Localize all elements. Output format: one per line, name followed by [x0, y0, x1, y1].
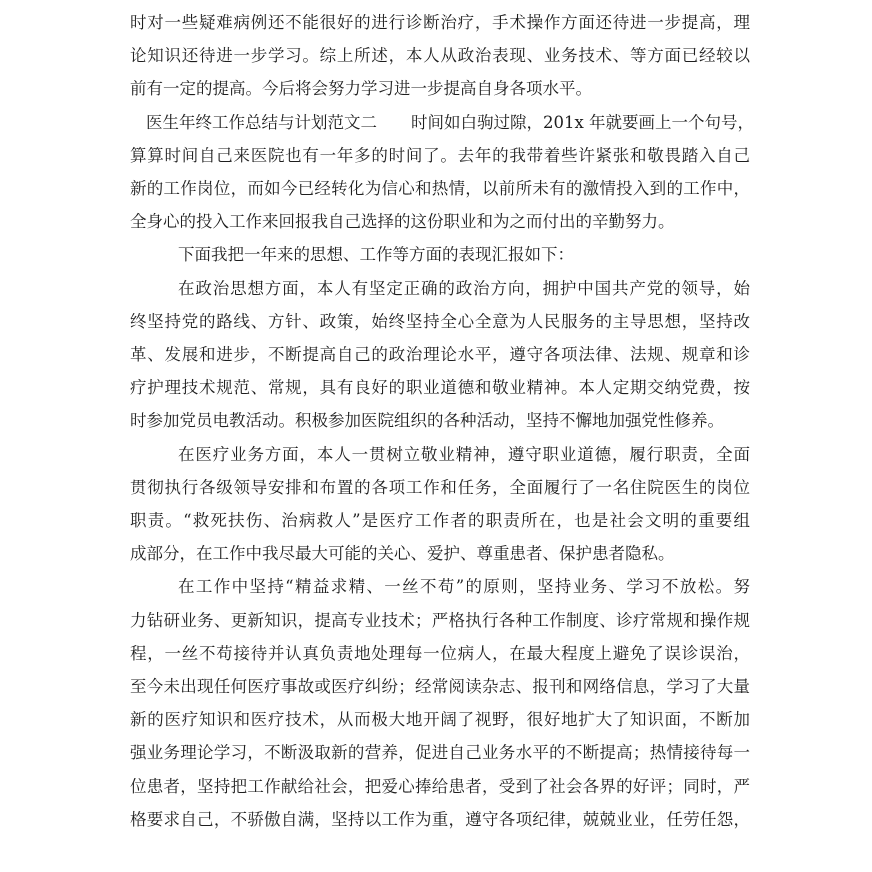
text-line: 论知识还待进一步学习。综上所述，本人从政治表现、业务技术、等方面已经较以	[130, 46, 750, 66]
text-line: 力钻研业务、更新知识，提高专业技术；严格执行各种工作制度、诊疗常规和操作规	[130, 610, 750, 630]
text-line: 终坚持党的路线、方针、政策，始终坚持全心全意为人民服务的主导思想，坚持改	[130, 311, 750, 331]
text-line: 前有一定的提高。今后将会努力学习进一步提高自身各项水平。	[130, 79, 592, 99]
text-line: 下面我把一年来的思想、工作等方面的表现汇报如下：	[178, 245, 574, 265]
text-line: 新的医疗知识和医疗技术，从而极大地开阔了视野，很好地扩大了知识面，不断加	[130, 710, 750, 730]
text-line: 新的工作岗位，而如今已经转化为信心和热情，以前所未有的激情投入到的工作中，	[130, 179, 750, 198]
text-line: 至今未出现任何医疗事故或医疗纠纷；经常阅读杂志、报刊和网络信息，学习了大量	[130, 677, 750, 696]
text-line: 革、发展和进步，不断提高自己的政治理论水平，遵守各项法律、法规、规章和诊	[130, 345, 750, 364]
section-heading: 医生年终工作总结与计划范文二	[146, 112, 377, 132]
text-line: 时对一些疑难病例还不能很好的进行诊断治疗，手术操作方面还待进一步提高，理	[130, 13, 750, 32]
section-heading-line	[146, 108, 755, 138]
text-line: 位患者，坚持把工作献给社会，把爱心捧给患者，受到了社会各界的好评；同时，严	[130, 776, 750, 796]
text-line: 算算时间自己来医院也有一年多的时间了。去年的我带着些许紧张和敬畏踏入自己	[130, 145, 750, 165]
text-line: 成部分，在工作中我尽最大可能的关心、爱护、尊重患者、保护患者隐私。	[130, 544, 675, 564]
text-line: 贯彻执行各级领导安排和布置的各项工作和任务，全面履行了一名住院医生的岗位	[130, 477, 750, 497]
text-line: 时间如白驹过隙，201x 年就要画上一个句号，	[411, 112, 755, 132]
text-line: 强业务理论学习，不断汲取新的营养，促进自己业务水平的不断提高；热情接待每一	[130, 743, 750, 763]
text-line: 程，一丝不苟接待并认真负责地处理每一位病人，在最大程度上避免了误诊误治，	[130, 643, 750, 663]
text-line: 在医疗业务方面，本人一贯树立敬业精神，遵守职业道德，履行职责，全面	[178, 444, 750, 464]
text-line: 疗护理技术规范、常规，具有良好的职业道德和敬业精神。本人定期交纳党费，按	[130, 378, 750, 398]
text-line: 职责。“救死扶伤、治病救人”是医疗工作者的职责所在，也是社会文明的重要组	[130, 511, 750, 530]
text-line: 时参加党员电教活动。积极参加医院组织的各种活动，坚持不懈地加强党性修养。	[130, 411, 724, 431]
text-line: 在政治思想方面，本人有坚定正确的政治方向，拥护中国共产党的领导，始	[178, 278, 750, 298]
text-line: 全身心的投入工作来回报我自己选择的这份职业和为之而付出的辛勤努力。	[130, 212, 675, 232]
text-line: 格要求自己，不骄傲自满，坚持以工作为重，遵守各项纪律，兢兢业业，任劳任怨，	[130, 809, 750, 829]
text-line: 在工作中坚持“精益求精、一丝不苟”的原则，坚持业务、学习不放松。努	[178, 577, 750, 597]
